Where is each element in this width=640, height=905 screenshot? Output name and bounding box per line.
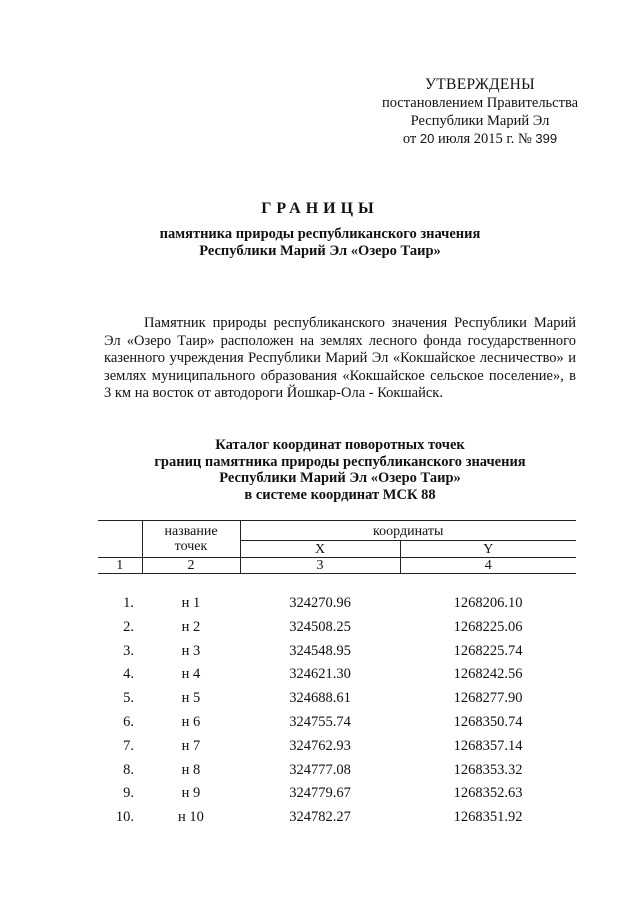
- subtitle-line-2: Республики Марий Эл «Озеро Таир»: [199, 243, 441, 259]
- header-y: Y: [400, 541, 576, 558]
- row-index: 3.: [123, 642, 134, 659]
- catalog-title-line-1: Каталог координат поворотных точек: [215, 437, 465, 453]
- coord-y: 1268206.10: [453, 595, 523, 611]
- coord-x: 324755.74: [289, 713, 351, 730]
- coord-x: 324777.08: [289, 761, 351, 778]
- point-name: н 4: [181, 666, 201, 683]
- row-index: 10.: [115, 809, 134, 826]
- coord-x: 324779.67: [289, 785, 351, 802]
- row-index: 9.: [123, 785, 134, 802]
- table-row: [98, 643, 576, 667]
- coord-y: 1268353.32: [453, 761, 523, 778]
- header-point-name: название точек: [142, 521, 240, 558]
- coord-x: 324270.96: [289, 595, 351, 611]
- point-name: н 6: [181, 713, 201, 730]
- coord-y: 1268225.06: [453, 618, 523, 635]
- page-subtitle: [0, 226, 640, 260]
- row-index: 7.: [123, 737, 134, 754]
- row-index: 8.: [123, 761, 134, 778]
- approval-title: УТВЕРЖДЕНЫ: [425, 76, 535, 93]
- date-prefix: от: [402, 131, 417, 147]
- coord-y: 1268350.74: [453, 713, 523, 730]
- table-row: [98, 809, 576, 833]
- coord-y: 1268225.74: [453, 642, 523, 659]
- point-name: н 8: [181, 761, 201, 778]
- row-index: 6.: [123, 713, 134, 730]
- coord-x: 324782.27: [289, 809, 351, 826]
- table-row: [98, 738, 576, 762]
- table-row: [98, 690, 576, 714]
- coord-y: 1268277.90: [453, 690, 523, 707]
- approval-date-line: [360, 130, 600, 148]
- catalog-title: [0, 437, 640, 503]
- coord-x: 324548.95: [289, 642, 351, 659]
- column-number-1: 1: [98, 558, 142, 574]
- header-x: X: [240, 541, 400, 558]
- approval-day: 20: [419, 131, 435, 146]
- point-name: н 5: [181, 690, 201, 707]
- point-name: н 1: [181, 595, 201, 611]
- page-title: ГРАНИЦЫ: [261, 200, 379, 217]
- catalog-title-line-2: границ памятника природы республиканского значения: [154, 453, 526, 470]
- header-coordinates: координаты: [240, 521, 576, 541]
- point-name: н 2: [181, 618, 201, 635]
- table-row: [98, 714, 576, 738]
- table-row: [98, 785, 576, 809]
- header-empty-cell: [98, 521, 142, 558]
- table-row: [98, 595, 576, 619]
- row-index: 2.: [123, 618, 134, 635]
- table-row: [98, 762, 576, 786]
- row-index: 4.: [123, 666, 134, 683]
- table-row: [98, 619, 576, 643]
- date-middle: июля 2015 г. №: [438, 131, 532, 147]
- subtitle-line-1: памятника природы республиканского значения: [159, 226, 481, 242]
- coord-x: 324688.61: [289, 690, 351, 707]
- coord-x: 324621.30: [289, 666, 351, 683]
- column-number-2: 2: [142, 558, 240, 574]
- coord-y: 1268352.63: [453, 785, 523, 802]
- approval-line-2: Республики Марий Эл: [410, 113, 550, 129]
- point-name: н 10: [178, 809, 204, 826]
- coord-x: 324508.25: [289, 618, 351, 635]
- approval-block: [360, 76, 600, 148]
- approval-number: 399: [535, 131, 558, 146]
- coordinates-table-header: [98, 520, 576, 574]
- coord-x: 324762.93: [289, 737, 351, 754]
- coord-y: 1268242.56: [453, 666, 523, 683]
- coord-y: 1268351.92: [453, 809, 523, 826]
- approval-line-1: постановлением Правительства: [381, 95, 579, 111]
- column-number-3: 3: [240, 558, 400, 574]
- catalog-title-line-4: в системе координат МСК 88: [244, 486, 436, 503]
- coord-y: 1268357.14: [453, 737, 523, 754]
- table-row: [98, 666, 576, 690]
- description-paragraph: Памятник природы республиканского значения Республики Марий Эл «Озеро Таир» расположен на землях лесного фонда государственного казенного учреждения Республики Марий Эл «Кокшайское лесничество» и землях муниципального образования «Кокшайское сельское поселение», в 3 км на восток от автодороги Йошкар-Ола - Кокшайск.: [104, 315, 576, 401]
- column-number-4: 4: [400, 558, 576, 574]
- row-index: 1.: [123, 595, 134, 611]
- point-name: н 3: [181, 642, 201, 659]
- row-index: 5.: [123, 690, 134, 707]
- point-name: н 7: [181, 737, 201, 754]
- point-name: н 9: [181, 785, 201, 802]
- coordinates-rows: [98, 595, 576, 833]
- catalog-title-line-3: Республики Марий Эл «Озеро Таир»: [219, 470, 461, 486]
